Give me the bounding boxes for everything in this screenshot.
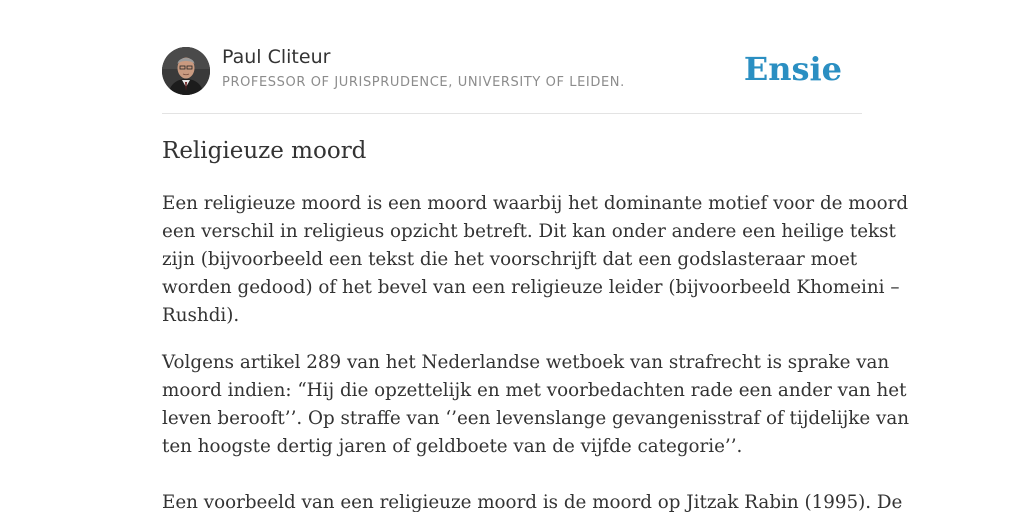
paragraph-line: Rushdi). xyxy=(162,305,240,326)
article-title: Religieuze moord xyxy=(162,138,367,164)
paragraph-line: worden gedood) of het bevel van een religieuze leider (bijvoorbeeld Khomeini – xyxy=(162,277,900,298)
article-body xyxy=(162,190,910,512)
author-name[interactable]: Paul Cliteur xyxy=(222,46,331,68)
paragraph-line: een verschil in religieus opzicht betreft. Dit kan onder andere een heilige tekst xyxy=(162,221,896,242)
paragraph-line: Een religieuze moord is een moord waarbij het dominante motief voor de moord xyxy=(162,193,909,214)
brand-logo[interactable]: Ensie xyxy=(743,50,842,88)
article-paragraph xyxy=(162,489,903,512)
paragraph-line: Een voorbeeld van een religieuze moord is de moord op Jitzak Rabin (1995). De xyxy=(162,492,903,512)
paragraph-line: leven berooft’’. Op straffe van ‘’een levenslange gevangenisstraf of tijdelijke van xyxy=(162,408,910,429)
article-paragraph xyxy=(162,349,910,461)
paragraph-line: moord indien: “Hij die opzettelijk en met voorbedachten rade een ander van het xyxy=(162,380,907,401)
paragraph-line: zijn (bijvoorbeeld een tekst die het voorschrijft dat een godslasteraar moet xyxy=(162,249,858,270)
header-divider xyxy=(162,113,862,114)
author-role: PROFESSOR OF JURISPRUDENCE, UNIVERSITY OF LEIDEN. xyxy=(222,75,625,90)
paragraph-line: Volgens artikel 289 van het Nederlandse wetboek van strafrecht is sprake van xyxy=(162,352,890,373)
paragraph-line: ten hoogste dertig jaren of geldboete van de vijfde categorie’’. xyxy=(162,436,743,457)
avatar-portrait xyxy=(162,47,210,95)
article-paragraph xyxy=(162,190,909,330)
author-header xyxy=(162,46,862,96)
author-avatar[interactable] xyxy=(162,47,210,95)
